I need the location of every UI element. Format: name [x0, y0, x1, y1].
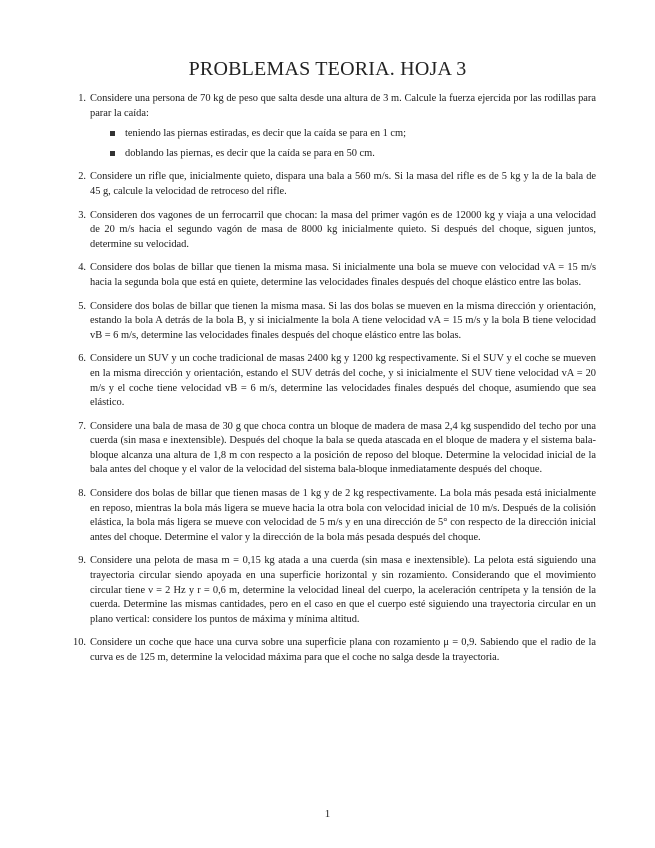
problem-text: Considere un SUV y un coche tradicional de masas 2400 kg y 1200 kg respectivamente. Si el SUV y el coche se mueven en la misma dirección y orientación, estando el SUV detrás del coche, y si inicialmente el SUV tiene velocidad vA = 20 m/s y el coche tiene velocidad vB = 6 m/s, determine las velocidades finales después del choque, asumiendo que sea elástico.: [90, 353, 596, 409]
problem-bullets: [90, 127, 596, 161]
problem-item: [60, 352, 596, 410]
bullet-text: doblando las piernas, es decir que la caída se para en 50 cm.: [125, 147, 375, 159]
page-title: PROBLEMAS TEORIA. HOJA 3: [188, 58, 467, 80]
problem-text: Considere dos bolas de billar que tienen la misma masa. Si las dos bolas se mueven en la misma dirección y orientación, estando la bola A detrás de la bola B, y si inicialmente la bola A tiene velocidad vA = 15 m/s y la bola B tiene velocidad vB = 6 m/s, determine las velocidades finales después del choque elástico entre las bolas.: [90, 300, 596, 341]
problem-number: 3.: [78, 209, 86, 221]
problem-item: [60, 261, 596, 290]
problem-number: 8.: [78, 488, 86, 500]
problem-item: [60, 636, 596, 665]
problem-text: Considere una pelota de masa m = 0,15 kg atada a una cuerda (sin masa e inextensible). La pelota está siguiendo una trayectoria circular siendo apoyada en una superficie horizontal y sin rozamiento. Considerando que el movimiento circular tiene ν = 2 Hz y r = 0,6 m, determine la velocidad lineal del cuerpo, la aceleración centrípeta y la tensión de la cuerda. Determine las mismas cantidades, pero en el caso en que el cuerpo esté siguiendo una trayectoria circular en un plano vertical: considere los puntos de máxima y mínima altitud.: [90, 555, 596, 625]
problem-text: Considere un coche que hace una curva sobre una superficie plana con rozamiento μ = 0,9. Sabiendo que el radio de la curva es de 125 m, determine la velocidad máxima para que el coche no salga desde la trayectoria.: [90, 637, 596, 663]
problem-list: [60, 92, 596, 675]
problem-item: [60, 92, 596, 161]
problem-number: 2.: [78, 171, 86, 183]
problem-text: Considere una bala de masa de 30 g que choca contra un bloque de madera de masa 2,4 kg suspendido del techo por una cuerda (sin masa e inextensible). Después del choque la bala se queda atascada en el bloque de madera y el sistema bala-bloque alcanza una altura de 1,8 m con respecto a la posición de reposo del bloque. Determine la velocidad inicial de la bala antes del choque y el valor de la velocidad del sistema bala-bloque inmediatamente después del choque.: [90, 420, 596, 476]
problem-number: 7.: [78, 420, 86, 432]
problem-item: [60, 420, 596, 478]
problem-text: Considere una persona de 70 kg de peso que salta desde una altura de 3 m. Calcule la fuerza ejercida por las rodillas para parar la caída:: [90, 93, 596, 119]
square-bullet-icon: [110, 151, 115, 156]
problem-item: [60, 487, 596, 545]
problem-text: Considere dos bolas de billar que tienen la misma masa. Si inicialmente una bola se mueve con velocidad vA = 15 m/s hacia la segunda bola que está en quiete, determine las velocidades finales después del choque elástico entre las bolas.: [90, 262, 596, 288]
bullet-item: [110, 127, 596, 142]
problem-item: [60, 554, 596, 627]
square-bullet-icon: [110, 131, 115, 136]
page-number: 1: [324, 808, 331, 820]
problem-text: Considere dos bolas de billar que tienen masas de 1 kg y de 2 kg respectivamente. La bola más pesada está inicialmente en reposo, mientras la bola más ligera se mueve hacia la otra bola con velocidad inicial de 10 m/s. Después de la colisión elástica, la bola más ligera se mueve con velocidad de 5 m/s y en una dirección de 5° con respecto de la dirección inicial antes del choque. Determine el valor y la dirección de la bola más pesada después del choque.: [90, 488, 596, 543]
problem-text: Considere un rifle que, inicialmente quieto, dispara una bala a 560 m/s. Si la masa del rifle es de 5 kg y la de la bala de 45 g, calcule la velocidad de retroceso del rifle.: [90, 171, 596, 197]
problem-text: Consideren dos vagones de un ferrocarril que chocan: la masa del primer vagón es de 12000 kg y viaja a una velocidad de 20 m/s hacia el segundo vagón de masa de 8000 kg inicialmente quieto. Si después del choque, siguen juntos, determine su velocidad.: [90, 209, 596, 250]
problem-item: [60, 209, 596, 253]
bullet-text: teniendo las piernas estiradas, es decir que la caída se para en 1 cm;: [125, 128, 407, 140]
problem-item: [60, 170, 596, 199]
problem-number: 1.: [78, 93, 86, 104]
problem-item: [60, 300, 596, 344]
problem-number: 10.: [73, 637, 86, 649]
problem-number: 6.: [78, 353, 86, 365]
bullet-item: [110, 147, 596, 162]
problem-number: 5.: [78, 300, 86, 312]
problem-number: 9.: [78, 555, 86, 567]
problem-number: 4.: [78, 262, 86, 274]
